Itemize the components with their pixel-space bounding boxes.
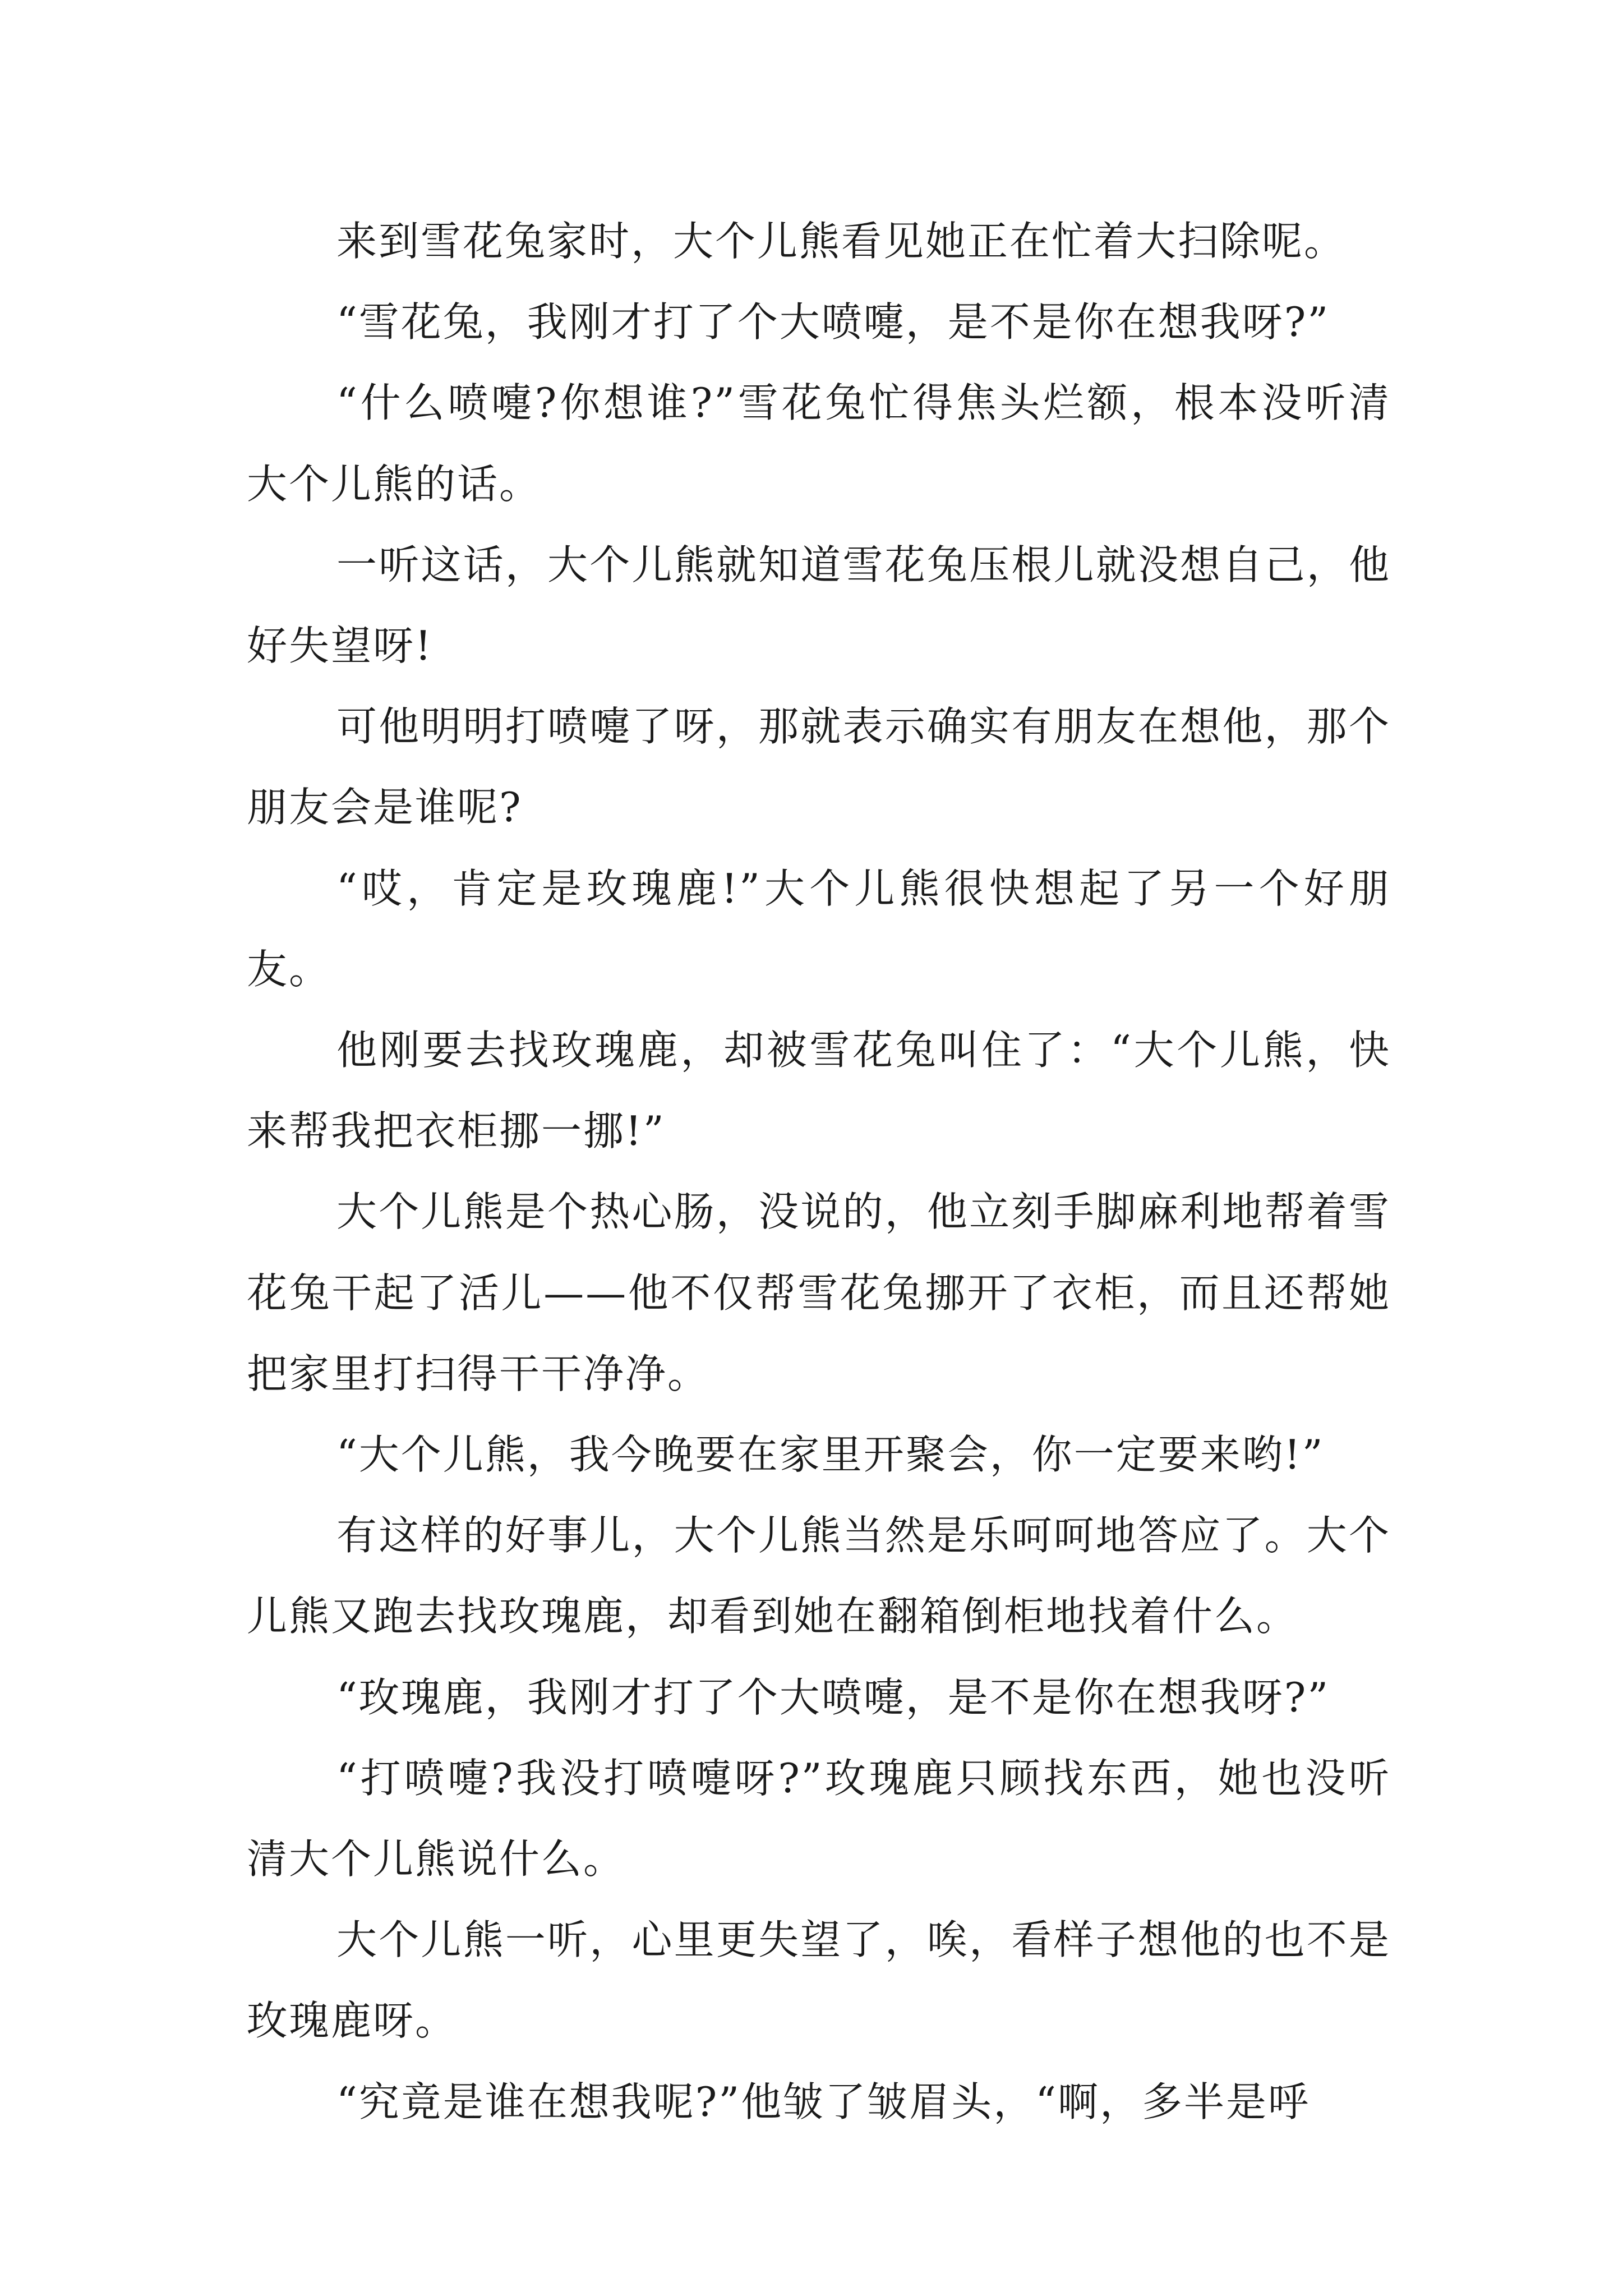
paragraph: 一听这话，大个儿熊就知道雪花兔压根儿就没想自己，他好失望呀! — [247, 541, 1391, 670]
paragraph: “什么喷嚏?你想谁?”雪花兔忙得焦头烂额，根本没听清大个儿熊的话。 — [247, 379, 1391, 508]
paragraph: “雪花兔，我刚才打了个大喷嚏，是不是你在想我呀?” — [336, 298, 1330, 346]
paragraph: 来到雪花兔家时，大个儿熊看见她正在忙着大扫除呢。 — [336, 218, 1347, 265]
paragraph: 大个儿熊一听，心里更失望了，唉，看样子想他的也不是玫瑰鹿呀。 — [247, 1916, 1391, 2045]
paragraph: 大个儿熊是个热心肠，没说的，他立刻手脚麻利地帮着雪花兔干起了活儿——他不仅帮雪花兔挪开了衣柜，而且还帮她把家里打扫得干干净净。 — [247, 1188, 1391, 1397]
paragraph: “哎，肯定是玫瑰鹿!”大个儿熊很快想起了另一个好朋友。 — [247, 864, 1391, 993]
story-text — [247, 201, 1391, 2142]
paragraph: 他刚要去找玫瑰鹿，却被雪花兔叫住了：“大个儿熊，快来帮我把衣柜挪一挪!” — [247, 1027, 1391, 1155]
paragraph: “大个儿熊，我今晚要在家里开聚会，你一定要来哟!” — [336, 1431, 1325, 1479]
paragraph: “打喷嚏?我没打喷嚏呀?”玫瑰鹿只顾找东西，她也没听清大个儿熊说什么。 — [247, 1754, 1391, 1883]
paragraph: “玫瑰鹿，我刚才打了个大喷嚏，是不是你在想我呀?” — [336, 1673, 1330, 1721]
paragraph: 可他明明打喷嚏了呀，那就表示确实有朋友在想他，那个朋友会是谁呢? — [247, 703, 1391, 831]
paragraph: “究竟是谁在想我呢?”他皱了皱眉头，“啊，多半是呼 — [336, 2078, 1311, 2125]
paragraph: 有这样的好事儿，大个儿熊当然是乐呵呵地答应了。大个儿熊又跑去找玫瑰鹿，却看到她在翻箱倒柜地找着什么。 — [247, 1512, 1391, 1640]
